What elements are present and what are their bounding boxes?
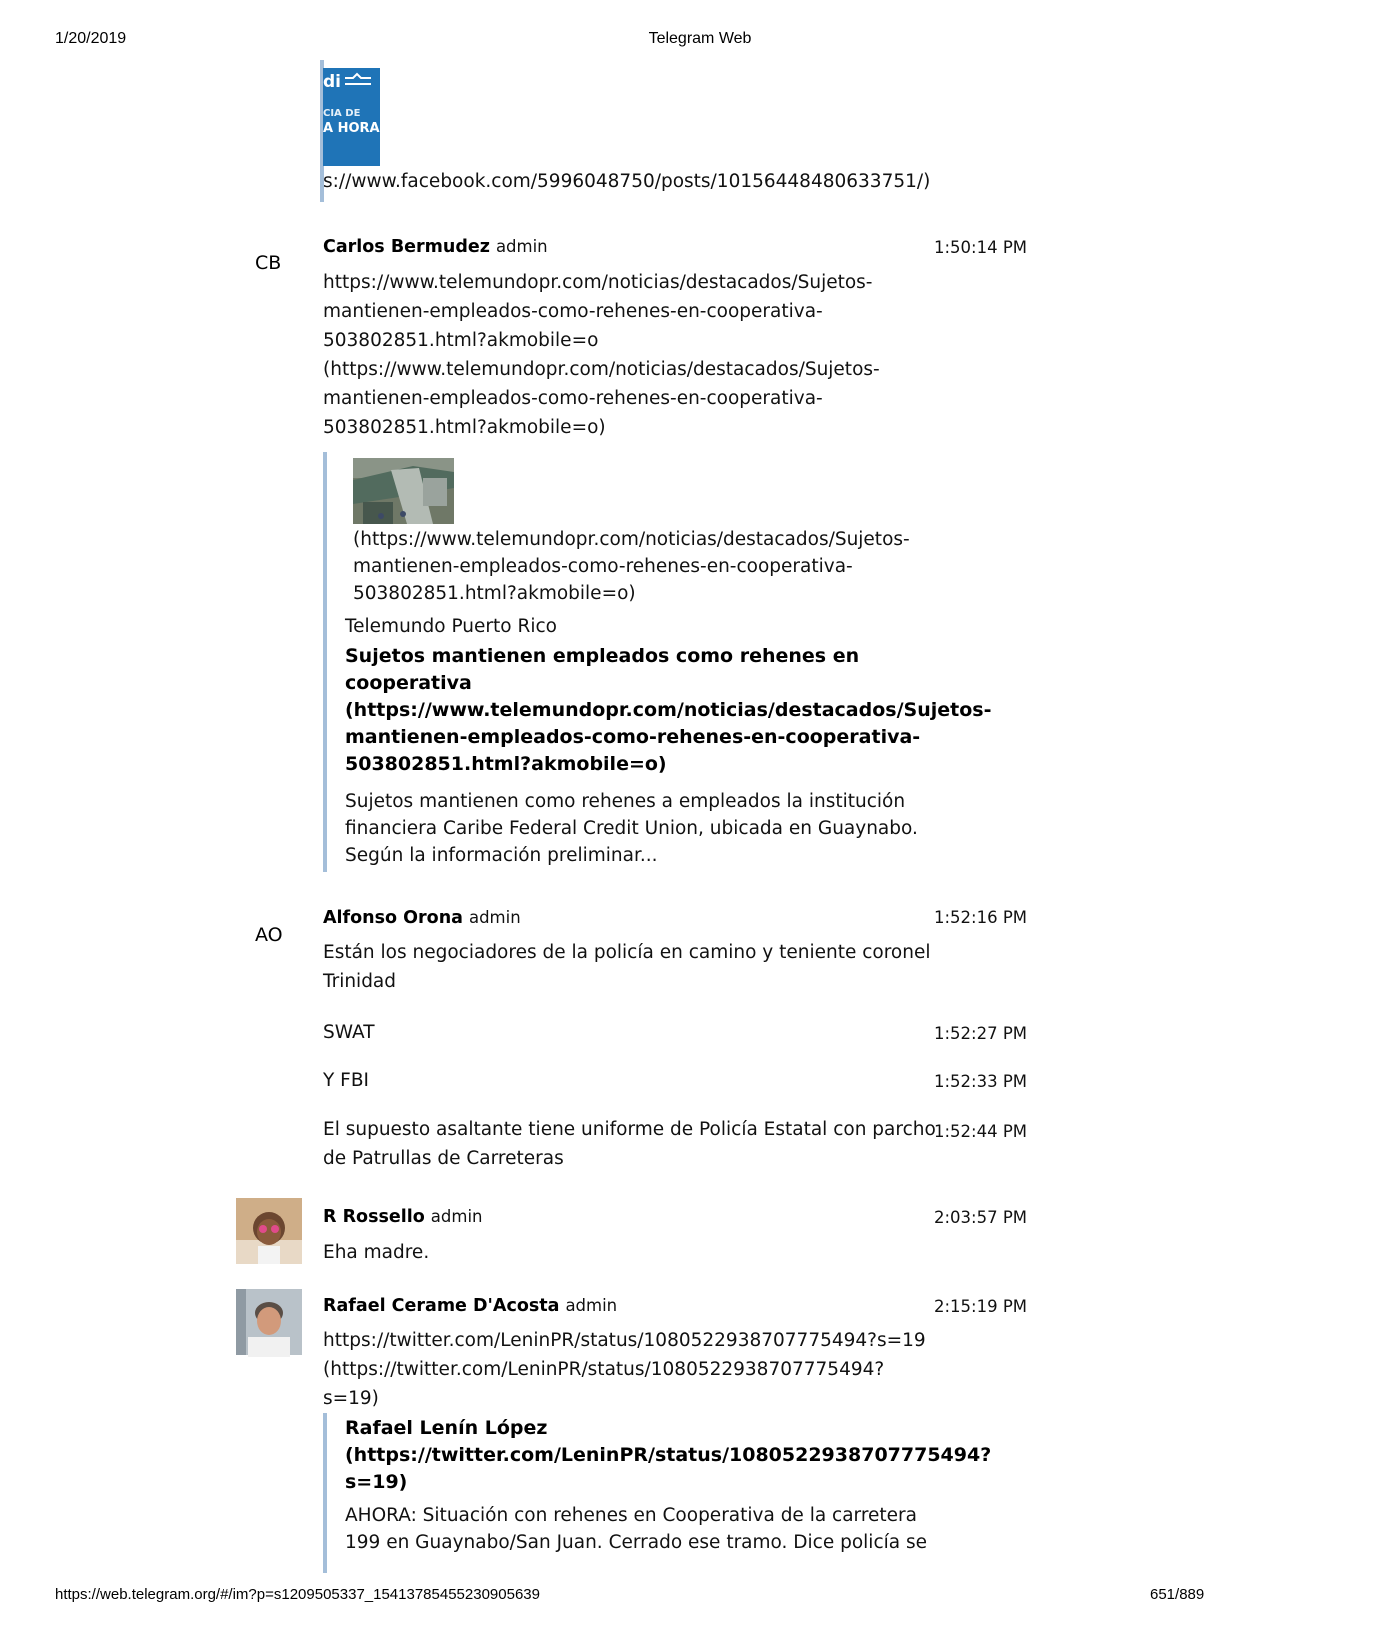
page-url: https://web.telegram.org/#/im?p=s1209505337_15413785455230905639 <box>55 1586 540 1603</box>
preview-image-link[interactable]: (https://www.telemundopr.com/noticias/destacados/Sujetos- mantienen-empleados-como-rehenes-en-cooperativa- 503802851.html?akmobile=o) <box>353 529 910 604</box>
sender-name[interactable]: Carlos Bermudez <box>323 237 490 257</box>
avatar[interactable] <box>236 1198 302 1264</box>
preview-link[interactable]: s://www.facebook.com/5996048750/posts/10156448480633751/) <box>323 171 931 192</box>
thumb-caption-2: A HORA <box>323 121 380 136</box>
preview-description: AHORA: Situación con rehenes en Cooperativa de la carretera 199 en Guaynabo/San Juan. Cerrado ese tramo. Dice policía se <box>345 1505 928 1553</box>
message-header <box>323 1207 483 1227</box>
message-time: 2:03:57 PM <box>934 1208 1028 1227</box>
message-text[interactable]: SWAT <box>323 1022 375 1043</box>
sender-name[interactable]: Rafael Cerame D'Acosta <box>323 1296 560 1316</box>
preview-title[interactable]: Rafael Lenín López (https://twitter.com/LeninPR/status/1080522938707775494? s=19) <box>345 1417 992 1493</box>
avatar-initials[interactable]: CB <box>255 252 282 274</box>
message-time: 2:15:19 PM <box>934 1297 1028 1316</box>
message-text[interactable]: Están los negociadores de la policía en camino y teniente coronel Trinidad <box>323 942 931 992</box>
message-time: 1:52:16 PM <box>934 908 1028 927</box>
preview-title[interactable]: Sujetos mantienen empleados como rehenes en cooperativa (https://www.telemundopr.com/noticias/destacados/Sujetos- mantienen-empleados-como-rehenes-en-cooperativa- 503802851.html?akmobile=o) <box>345 645 992 775</box>
child-swimmer-photo <box>236 1198 302 1264</box>
message-header <box>323 908 521 928</box>
wave-icon <box>345 74 371 88</box>
message-time: 1:50:14 PM <box>934 238 1028 257</box>
thumb-logo-text: di <box>323 72 341 92</box>
preview-bar <box>323 452 327 872</box>
preview-thumbnail[interactable] <box>353 458 454 524</box>
message-text[interactable]: Eha madre. <box>323 1242 430 1263</box>
sender-name[interactable]: R Rossello <box>323 1207 425 1227</box>
sender-role: admin <box>565 1296 618 1315</box>
message-time: 1:52:33 PM <box>934 1072 1028 1091</box>
message-text[interactable]: https://www.telemundopr.com/noticias/destacados/Sujetos- mantienen-empleados-como-rehenes-en-cooperativa- 503802851.html?akmobile=o (https://www.telemundopr.com/noticias/destacados/Sujetos- mantienen-empleados-como-rehenes-en-cooperativa- 503802851.html?akmobile=o) <box>323 272 880 438</box>
message-text[interactable]: El supuesto asaltante tiene uniforme de Policía Estatal con parcho de Patrullas de Carreteras <box>323 1119 936 1169</box>
print-date: 1/20/2019 <box>55 30 127 47</box>
link-preview-thumbnail[interactable] <box>323 68 380 166</box>
message-time: 1:52:44 PM <box>934 1122 1028 1141</box>
preview-description: Sujetos mantienen como rehenes a empleados la institución financiera Caribe Federal Credit Union, ubicada en Guaynabo. Según la información preliminar... <box>345 791 918 866</box>
message-time: 1:52:27 PM <box>934 1024 1028 1043</box>
sender-role: admin <box>430 1207 483 1226</box>
avatar-initials[interactable]: AO <box>255 924 283 946</box>
sender-role: admin <box>495 237 548 256</box>
sender-name[interactable]: Alfonso Orona <box>323 908 463 928</box>
message-text[interactable]: Y FBI <box>323 1070 369 1091</box>
message-text[interactable]: https://twitter.com/LeninPR/status/1080522938707775494?s=19 (https://twitter.com/LeninPR/status/1080522938707775494? s=19) <box>323 1330 926 1409</box>
page-number: 651/889 <box>1150 1586 1205 1603</box>
message-header <box>323 1296 617 1316</box>
thumb-caption: CIA DE <box>323 108 361 119</box>
message-header <box>323 237 548 257</box>
man-portrait-photo <box>236 1289 302 1355</box>
page-title: Telegram Web <box>648 30 752 47</box>
preview-site-name: Telemundo Puerto Rico <box>345 616 557 637</box>
preview-bar <box>323 1413 327 1573</box>
sender-role: admin <box>468 908 521 927</box>
street-scene-image <box>353 458 454 524</box>
avatar[interactable] <box>236 1289 302 1355</box>
